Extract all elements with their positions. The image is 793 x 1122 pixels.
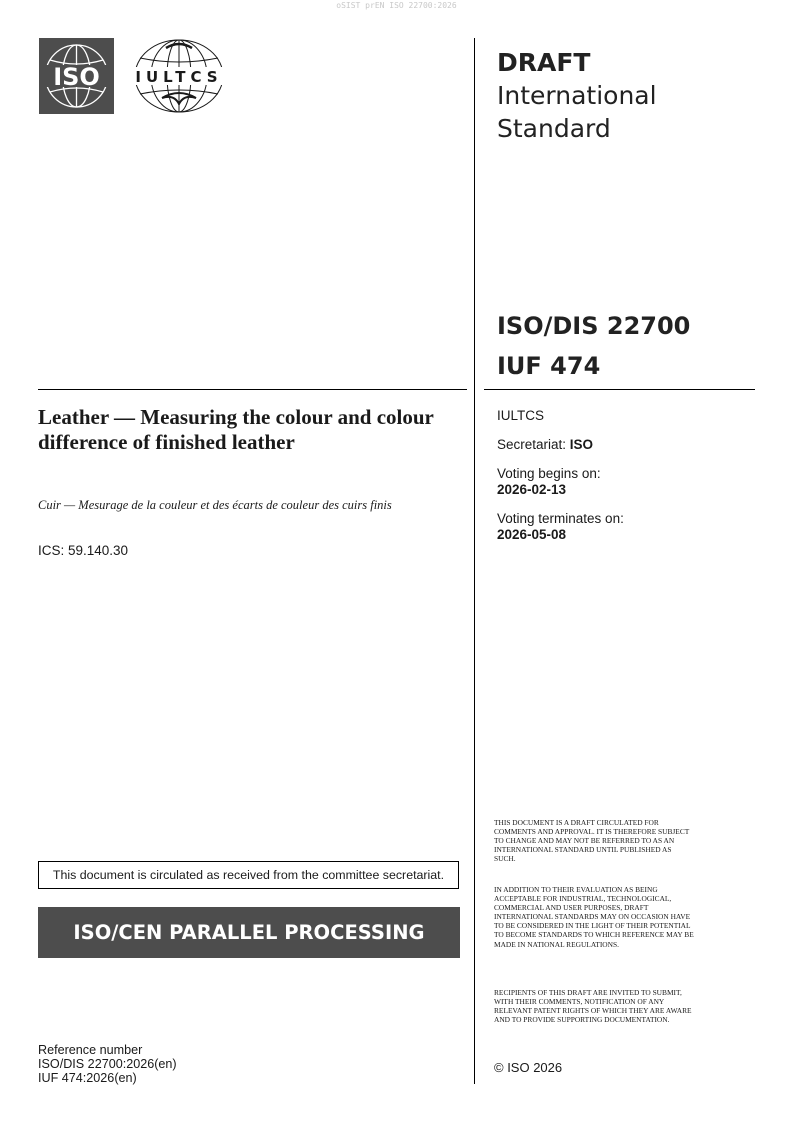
document-title-en: Leather — Measuring the colour and colour difference of finished leather <box>38 405 434 454</box>
horizontal-divider-right <box>484 389 755 390</box>
watermark: oSIST prEN ISO 22700:2026 <box>336 1 457 10</box>
iultcs-logo <box>118 38 240 114</box>
voting-terminates-label: Voting terminates on: <box>497 511 624 526</box>
svg-text:IULTCS: IULTCS <box>135 68 223 86</box>
secretariat-label: Secretariat: <box>497 437 570 452</box>
draft-notice-2: IN ADDITION TO THEIR EVALUATION AS BEING ACCEPTABLE FOR INDUSTRIAL, TECHNOLOGICAL, COMMERCIAL AND USER PURPOSES, DRAFT INTERNATIONAL STANDARDS MAY ON OCCASION HAVE TO BE CONSIDERED IN THE LIGHT OF THEIR POTENTIAL TO BECOME STANDARDS TO WHICH REFERENCE MAY BE MADE IN NATIONAL REGULATIONS. <box>494 885 694 949</box>
reference-label: Reference number <box>38 1043 143 1057</box>
reference-iso: ISO/DIS 22700:2026(en) <box>38 1057 177 1071</box>
committee: IULTCS <box>497 408 545 423</box>
reference-block <box>38 1043 177 1085</box>
draft-notice-3: RECIPIENTS OF THIS DRAFT ARE INVITED TO SUBMIT, WITH THEIR COMMENTS, NOTIFICATION OF ANY RELEVANT PATENT RIGHTS OF WHICH THEY ARE AWARE AND TO PROVIDE SUPPORTING DOCUMENTATION. <box>494 988 692 1025</box>
voting-begins-date: 2026-02-13 <box>497 482 567 497</box>
draft-label: DRAFT <box>497 48 591 77</box>
parallel-processing-banner: ISO/CEN PARALLEL PROCESSING <box>38 907 460 958</box>
document-title-fr: Cuir — Mesurage de la couleur et des écarts de couleur des cuirs finis <box>38 498 392 512</box>
draft-label-line3: Standard <box>497 114 611 143</box>
voting-terminates-date: 2026-05-08 <box>497 527 567 542</box>
svg-text:ISO: ISO <box>53 63 100 91</box>
secretariat <box>497 437 593 453</box>
standard-number: ISO/DIS 22700 <box>497 312 691 340</box>
voting-begins-label: Voting begins on: <box>497 466 601 481</box>
copyright: © ISO 2026 <box>494 1060 563 1075</box>
draft-notice-1: THIS DOCUMENT IS A DRAFT CIRCULATED FOR COMMENTS AND APPROVAL. IT IS THEREFORE SUBJECT TO CHANGE AND MAY NOT BE REFERRED TO AS AN INTERNATIONAL STANDARD UNTIL PUBLISHED AS SUCH. <box>494 818 690 864</box>
draft-title <box>497 46 757 145</box>
iuf-number: IUF 474 <box>497 352 601 380</box>
iso-logo <box>39 38 114 114</box>
draft-label-line2: International <box>497 81 657 110</box>
secretariat-value: ISO <box>569 437 594 452</box>
horizontal-divider-left <box>38 389 467 390</box>
vertical-divider <box>474 38 475 1084</box>
circulation-note: This document is circulated as received from the committee secretariat. <box>38 861 459 889</box>
reference-iuf: IUF 474:2026(en) <box>38 1071 137 1085</box>
ics-code: ICS: 59.140.30 <box>38 543 129 558</box>
